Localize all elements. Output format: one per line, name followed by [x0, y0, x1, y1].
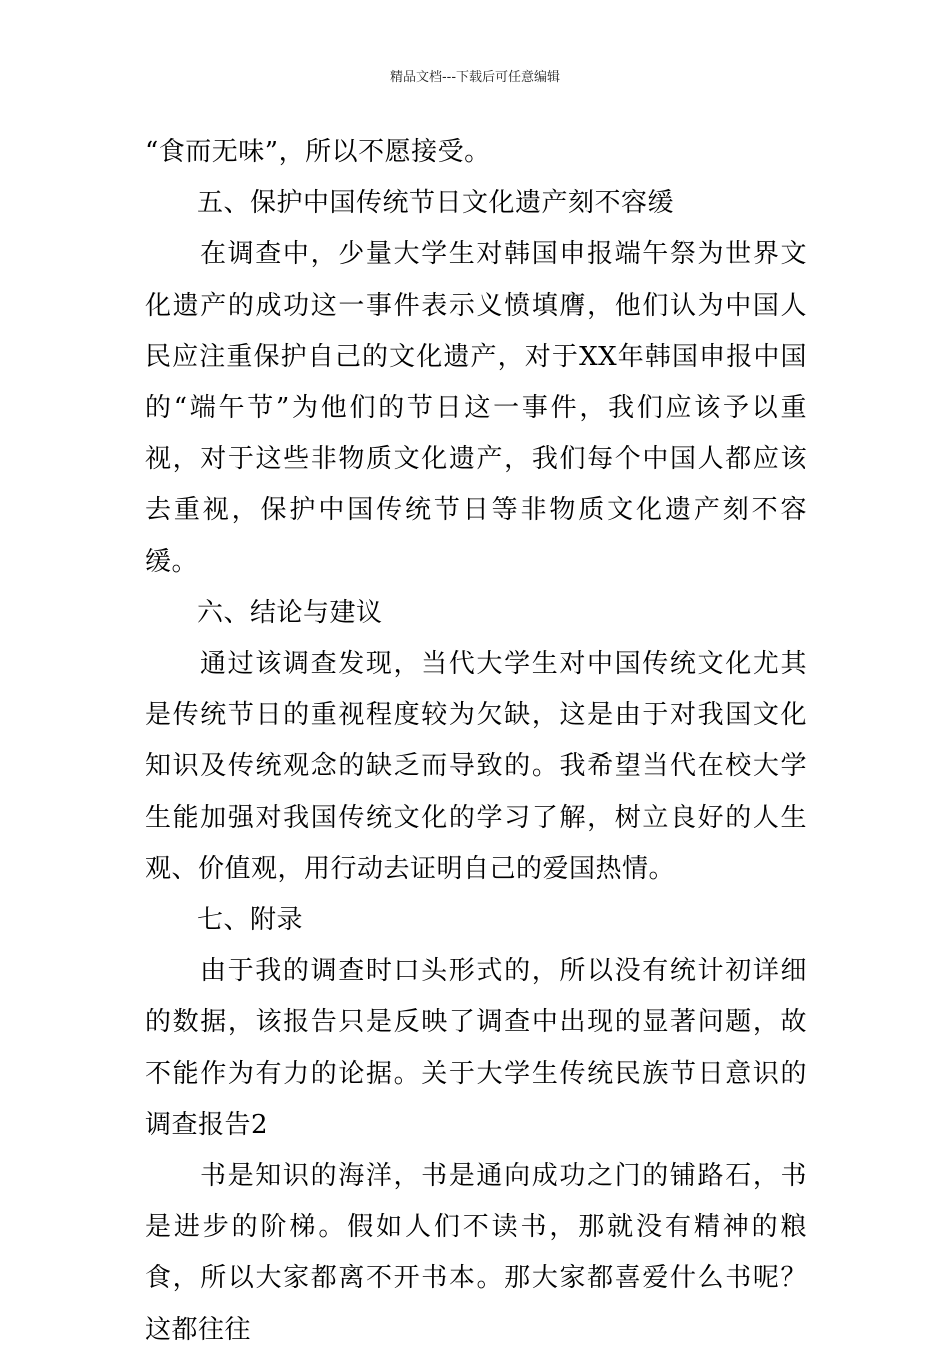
section-heading-5: 五、保护中国传统节日文化遗产刻不容缓: [197, 188, 675, 219]
paragraph: 通过该调查发现，当代大学生对中国传统文化尤其是传统节日的重视程度较为欠缺，这是由于对我国文化知识及传统观念的缺乏而导致的。我希望当代在校大学生能加强对我国传统文化的学习了解，树立良好的人生观、价值观，用行动去证明自己的爱国热情。: [145, 649, 807, 884]
document-body: [145, 127, 807, 1356]
paragraph-continuation: “食而无味”，所以不愿接受。: [145, 137, 491, 167]
paragraph: 由于我的调查时口头形式的，所以没有统计初详细的数据，该报告只是反映了调查中出现的显著问题，故不能作为有力的论据。关于大学生传统民族节日意识的调查报告2: [145, 956, 807, 1140]
section-heading-7: 七、附录: [197, 905, 304, 936]
page-header: 精品文档---下载后可任意编辑: [389, 70, 561, 85]
section-heading-6: 六、结论与建议: [197, 597, 383, 628]
paragraph: 在调查中，少量大学生对韩国申报端午祭为世界文化遗产的成功这一事件表示义愤填膺，他们认为中国人民应注重保护自己的文化遗产，对于XX年韩国申报中国的“端午节”为他们的节日这一事件，我们应该予以重视，对于这些非物质文化遗产，我们每个中国人都应该去重视，保护中国传统节日等非物质文化遗产刻不容缓。: [145, 239, 807, 577]
paragraph: 书是知识的海洋，书是通向成功之门的铺路石，书是进步的阶梯。假如人们不读书，那就没有精神的粮食，所以大家都离不开书本。那大家都喜爱什么书呢？这都往往: [145, 1161, 807, 1345]
